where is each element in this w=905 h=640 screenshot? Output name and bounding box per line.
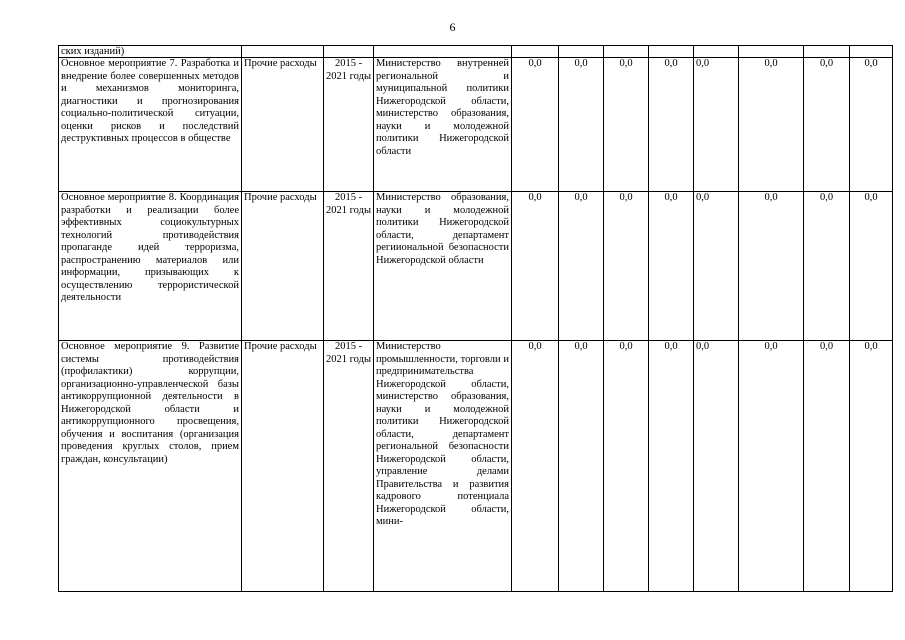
table-row bbox=[59, 58, 893, 192]
period-cell: 2015 - 2021 годы bbox=[324, 192, 374, 341]
executor-cell: Министерство промышленности, торговли и предпринимательства Нижегородской области, министерство образования, науки и молодежной политики Нижегородской области, департамент региональной безопасности Нижегородской области, управление делами Правительства и развития кадрового потенциала Нижегородской области, мини- bbox=[374, 341, 512, 592]
value-cell: 0,0 bbox=[559, 192, 604, 341]
value-cell: 0,0 bbox=[512, 58, 559, 192]
value-cell: 0,0 bbox=[850, 341, 893, 592]
activity-name-cell: Основное мероприятие 8. Координация разработки и реализации более эффективных социокультурных технологий противодействия пропаганде идей терроризма, распространению материалов или информации, призывающих к осуществлению террористической деятельности bbox=[59, 192, 242, 341]
value-cell: 0,0 bbox=[649, 341, 694, 592]
period-cell: 2015 - 2021 годы bbox=[324, 58, 374, 192]
value-cell: 0,0 bbox=[559, 58, 604, 192]
value-cell: 0,0 bbox=[694, 341, 739, 592]
program-activities-table bbox=[58, 45, 893, 592]
value-cell: 0,0 bbox=[559, 341, 604, 592]
value-cell: 0,0 bbox=[604, 192, 649, 341]
expense-type-cell: Прочие расходы bbox=[242, 341, 324, 592]
continuation-cell: ских изданий) bbox=[59, 46, 242, 58]
page-number: 6 bbox=[449, 20, 456, 34]
expense-type-cell: Прочие расходы bbox=[242, 192, 324, 341]
value-cell: 0,0 bbox=[804, 341, 850, 592]
value-cell: 0,0 bbox=[604, 341, 649, 592]
activity-name-cell: Основное мероприятие 9. Развитие системы противодействия (профилактики) коррупции, организационно-управленческой базы антикоррупционной деятельности в Нижегородской области и антикоррупционного просвещения, обучения и воспитания (организация проведения круглых столов, прием граждан, консультации) bbox=[59, 341, 242, 592]
value-cell: 0,0 bbox=[604, 58, 649, 192]
executor-cell: Министерство внутренней региональной и муниципальной политики Нижегородской области, министерство образования, науки и молодежной политики Нижегородской области bbox=[374, 58, 512, 192]
period-cell: 2015 - 2021 годы bbox=[324, 341, 374, 592]
value-cell: 0,0 bbox=[850, 58, 893, 192]
value-cell: 0,0 bbox=[850, 192, 893, 341]
table-row bbox=[59, 341, 893, 592]
table-row bbox=[59, 192, 893, 341]
value-cell: 0,0 bbox=[512, 341, 559, 592]
value-cell: 0,0 bbox=[739, 192, 804, 341]
executor-cell: Министерство образования, науки и молодежной политики Нижегородской области, департамент регииональной безопасности Нижегородской области bbox=[374, 192, 512, 341]
value-cell: 0,0 bbox=[649, 192, 694, 341]
table-row bbox=[59, 46, 893, 58]
value-cell: 0,0 bbox=[649, 58, 694, 192]
value-cell: 0,0 bbox=[512, 192, 559, 341]
expense-type-cell: Прочие расходы bbox=[242, 58, 324, 192]
value-cell: 0,0 bbox=[804, 192, 850, 341]
value-cell: 0,0 bbox=[694, 192, 739, 341]
value-cell: 0,0 bbox=[694, 58, 739, 192]
activity-name-cell: Основное мероприятие 7. Разработка и внедрение более совершенных методов и механизмов мониторинга, диагностики и прогнозирования социально-политической ситуации, оценки рисков и последствий деструктивных процессов в обществе bbox=[59, 58, 242, 192]
value-cell: 0,0 bbox=[804, 58, 850, 192]
value-cell: 0,0 bbox=[739, 341, 804, 592]
value-cell: 0,0 bbox=[739, 58, 804, 192]
